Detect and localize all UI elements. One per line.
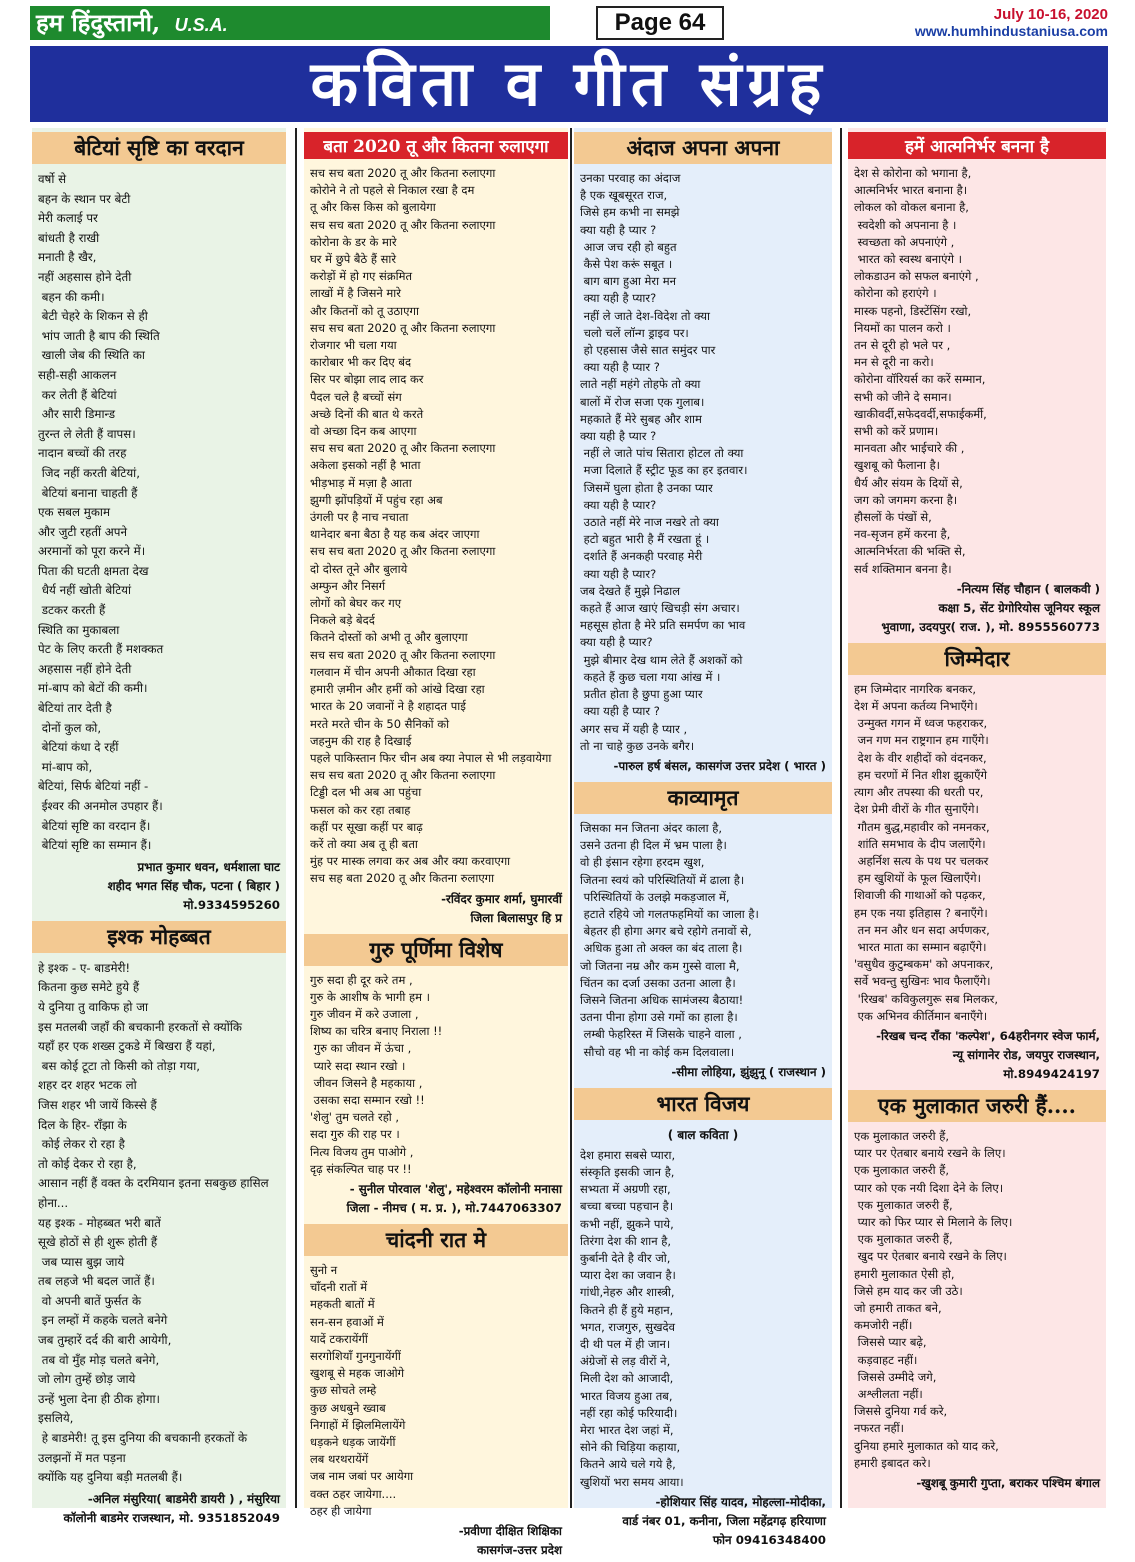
poem-title: चांदनी रात मे — [304, 1224, 568, 1256]
page-number: Page 64 — [596, 6, 724, 40]
poem-body: हम जिम्मेदार नागरिक बनकर, देश में अपना कर्तव्य निभाएँगे। उन्मुक्त गगन में ध्वज फहराकर, जन गण मन राष्ट्रगान हम गाएँगे। देश के वीर शहीदों को वंदनकर, हम चरणों में नित शीश झुकाएँगे त्याग और तपस्या की धरती पर, देश प्रेमी वीरों के गीत सुनाएँगे। गौतम बुद्ध,महावीर को नमनकर, शांति समभाव के दीप जलाएँगे। अहर्निश सत्य के पथ पर चलकर हम खुशियों के फूल खिलाएँगे। शिवाजी की गाथाओं को पढ़कर, हम एक नया इतिहास ? बनाएँगे। तन मन और धन सदा अर्पणकर, भारत माता का सम्मान बढ़ाएँगे। 'वसुधैव कुटुम्बकम' को अपनाकर, सर्वे भवन्तु सुखिनः भाव फैलाएँगे। 'रिखब' कविकुलगुरू सब मिलकर, एक अभिनव कीर्तिमान बनाएँगे। — [854, 681, 999, 1023]
poem-credit: -होशियार सिंह यादव, मोहल्ला-मोदीका, वार्ड नंबर 01, कनीना, जिला महेंद्रगढ़ हरियाणा फोन 09416348400 — [622, 1494, 826, 1547]
poem-title: इश्क मोहब्बत — [32, 921, 286, 953]
issue-date: July 10-16, 2020 — [993, 6, 1108, 23]
column-2 — [304, 128, 568, 1558]
poem-title: एक मुलाकात जरुरी हैं.... — [848, 1090, 1106, 1122]
poem-body: देश से कोरोना को भगाना है, आत्मनिर्भर भारत बनाना है। लोकल को वोकल बनाना है, स्वदेशी को अपनाना है । स्वच्छता को अपनाएंगे , भारत को स्वस्थ बनाएंगे । लोकडाउन को सफल बनाएंगे , कोरोना को हराएंगे । मास्क पहनो, डिस्टेंसिंग रखो, नियमों का पालन करो । तन से दूरी हो भले पर , मन से दूरी ना करो। कोरोना वॉरियर्स का करें सम्मान, सभी को जीने दे समान। खाकीवर्दी,सफेदवर्दी,सफाईकर्मी, सभी को करें प्रणाम। मानवता और भाईचारे की , खुशबू को फैलाना है। धैर्य और संयम के दियों से, जग को जगमग करना है। हौसलों के पंखों से, नव-सृजन हमें करना है, आत्मनिर्भरता की भक्ति से, सर्व शक्तिमान बनना है। — [854, 166, 987, 576]
column-1 — [32, 128, 286, 1525]
column-divider — [570, 128, 572, 1508]
column-4 — [848, 128, 1106, 1508]
brand-usa: U.S.A. — [174, 15, 228, 35]
poem-title: भारत विजय — [574, 1088, 832, 1120]
poem-credit: -रिखब चन्द राँका 'कल्पेश', 64हरीनगर स्वेज फार्म, न्यू सांगानेर रोड, जयपुर राजस्थान, मो.8949424197 — [876, 1028, 1100, 1081]
issue-info — [915, 6, 1108, 39]
poem-body: जिसका मन जितना अंदर काला है, उसने उतना ही दिल में भ्रम पाला है। वो ही इंसान रहेगा हरदम खुश, जितना स्वयं को परिस्थितियों में ढाला है। परिस्थितियों के उलझे मकड़जाल में, हटाते रहिये जो गलतफहमियों का जाला है। बेहतर ही होगा अगर बचे रहोगे तनावों से, अधिक हुआ तो अक्ल का बंद ताला है। जो जितना नम्र और कम गुस्से वाला मै, चिंतन का दर्जा उसका उतना आला है। जिसने जितना अधिक सामंजस्य बैठाया! उतना पीना होगा उसे गमों का हाला है। लम्बी फेहरिस्त में जिसके चाहने वाला , सौचो वह भी ना कोई कम दिलवाला। — [580, 820, 759, 1059]
poem-title: जिम्मेदार — [848, 643, 1106, 675]
website-link[interactable]: www.humhindustaniusa.com — [914, 23, 1108, 39]
poem-credit: -पारुल हर्ष बंसल, कासगंज उत्तर प्रदेश ( भारत ) — [613, 758, 826, 773]
column-divider — [295, 128, 297, 1508]
poem-body: गुरु सदा ही दूर करे तम , गुरु के आशीष के भागी हम । गुरु जीवन में करे उजाला , शिष्य का चरित्र बनाए निराला !! गुरु का जीवन में ऊंचा , प्यारे सदा स्थान रखो । जीवन जिसने है महकाया , उसका सदा सम्मान रखो !! 'शेलु' तुम चलते रहो , सदा गुरु की राह पर । नित्य विजय तुम पाओगे , दृढ़ संकल्पित चाह पर !! — [310, 972, 443, 1176]
poem-title: गुरु पूर्णिमा विशेष — [304, 934, 568, 966]
poem-credit: -खुशबू कुमारी गुप्ता, बराकर पश्चिम बंगाल — [916, 1476, 1100, 1490]
poem-title: बेटियां सृष्टि का वरदान — [32, 132, 286, 164]
poem-subtitle: ( बाल कविता ) — [667, 1127, 739, 1142]
poem-credit: -नित्यम सिंह चौहान ( बालकवी ) कक्षा 5, सेंट ग्रेगोरियोस जूनियर स्कूल भुवाणा, उदयपुर( राज. ), मो. 8955560773 — [881, 581, 1100, 634]
poem-body: सुनो न चाँदनी रातों में महकती बातों में सन-सन हवाओं में यादें टकरायेंगीं सरगोशियाँ गुनगुनायेंगीं खुशबू से महक जाओगे कुछ सोचते लम्हे कुछ अधबुने ख्वाब निगाहों में झिलमिलायेंगे धड़कने धड़क जायेंगीं लब थरथरायेंगें जब नाम जबां पर आयेगा वक्त ठहर जायेगा.... ठहर ही जायेगा — [310, 1262, 414, 1518]
poem-credit: - सुनील पोरवाल 'शेलु', महेश्वरम कॉलोनी मनासा जिला - नीमच ( म. प्र. ), मो.7447063307 — [346, 1181, 562, 1215]
masthead — [30, 6, 1108, 42]
poem-body: सच सच बता 2020 तू और कितना रुलाएगा कोरोने ने तो पहले से निकाल रखा है दम तू और किस किस को बुलायेगा सच सच बता 2020 तू और कितना रुलाएगा कोरोना के डर के मारे घर में छुपे बैठे हैं सारे करोड़ों में हो गए संक्रमित लाखों में है जिसने मारे और कितनों को तू उठाएगा सच सच बता 2020 तू और कितना रुलाएगा रोजगार भी चला गया कारोबार भी कर दिए बंद सिर पर बोझा लाद लाद कर पैदल चले है बच्चों संग अच्छे दिनों की बात थे करते वो अच्छा दिन कब आएगा सच सच बता 2020 तू और कितना रुलाएगा अकेला इसको नहीं है भाता भीड़भाड़ में मज़ा है आता झुग्गी झोंपड़ियों में पहुंच रहा अब उंगली पर है नाच नचाता थानेदार बना बैठा है यह कब अंदर जाएगा सच सच बता 2020 तू और कितना रुलाएगा दो दोस्त तूने और बुलाये अम्फुन और निसर्ग लोगों को बेघर कर गए निकले बड़े बेदर्द कितने दोस्तों को अभी तू और बुलाएगा सच सच बता 2020 तू और कितना रुलाएगा गलवान में चीन अपनी औकात दिखा रहा हमारी ज़मीन और हमीं को आंखे दिखा रहा भारत के 20 जवानों ने है शहादत पाई मरते मरते चीन के 50 सैनिकों को जहनुम की राह है दिखाई पहले पाकिस्तान फिर चीन अब क्या नेपाल से भी लड़वायेगा सच सच बता 2020 तू और कितना रुलाएगा टिड्डी दल भी अब आ पहुंचा फसल को कर रहा तबाह कहीं पर सूखा कहीं पर बाढ़ करें तो क्या अब तू ही बता मुंह पर मास्क लगवा कर अब और क्या करवाएगा सच सह बता 2020 तू और कितना रुलाएगा — [310, 166, 552, 886]
poem-body: हे इश्क - ए- बाडमेरी! कितना कुछ समेटे हुये हैं ये दुनिया तु वाकिफ हो जा इस मतलबी जहाँ की बचकानी हरकतों से क्योंकि यहाँ हर एक शख्स टुकडे में बिखरा हैं यहां, बस कोई टूटा तो किसी को तोड़ा गया, शहर दर शहर भटक लो जिस शहर भी जायें किस्से हैं दिल के हिर- राँझा के कोई लेकर रो रहा है तो कोई देकर रो रहा है, आसान नहीं हैं वक्त के दरमियान इतना सबकुछ हासिल होना... यह इश्क - मोहब्बत भरी बातें सूखे होठों से ही शुरू होती हैं जब प्यास बुझ जाये तब लहजे भी बदल जातें हैं। वो अपनी बातें फुर्सत के इन लम्हों में कहके चलते बनेगे जब तुम्हारें दर्द की बारी आयेगी, तब वो मुँह मोड़ चलते बनेगे, जो लोग तुम्हें छोड़ जाये उन्हें भुला देना ही ठीक होगा। इसलिये, हे बाडमेरी! तू इस दुनिया की बचकानी हरकतों के उलझनों में मत पड़ना क्योंकि यह दुनिया बड़ी मतलबी हैं। — [38, 960, 269, 1485]
newspaper-name — [30, 6, 550, 40]
column-divider — [840, 128, 842, 1508]
poem-credit: -प्रवीणा दीक्षित शिक्षिका कासगंज-उत्तर प्रदेश — [458, 1524, 562, 1558]
poem-title: अंदाज अपना अपना — [574, 132, 832, 164]
brand-title: हम हिंदुस्तानी, — [36, 8, 161, 37]
poem-credit: -रविंदर कुमार शर्मा, घुमारवीं जिला बिलासपुर हि प्र — [441, 891, 562, 925]
poem-credit: -सीमा लोहिया, झुंझुनू ( राजस्थान ) — [671, 1064, 826, 1079]
poem-title: काव्यामृत — [574, 782, 832, 814]
section-banner: कविता व गीत संग्रह — [30, 46, 1108, 122]
poem-body: देश हमारा सबसे प्यारा, संस्कृति इसकी जान है, सभ्यता में अग्रणी रहा, बच्चा बच्चा पहचान है। कभी नहीं, झुकने पाये, तिरंगा देश की शान है, कुर्बानी देते है वीर जो, प्यारा देश का जवान है। गांधी,नेहरु और शास्त्री, कितने ही हैं हुये महान, भगत, राजगुरु, सुखदेव दी थी पल में ही जान। अंग्रेजों से लड़ वीरों ने, मिली देश को आजादी, भारत विजय हुआ तब, नहीं रहा कोई फरियादी। मेरा भारत देश जहां में, सोने की चिड़िया कहाया, कितने आये चले गये है, खुशियों भरा समय आया। — [580, 1147, 684, 1489]
poem-title: हमें आत्मनिर्भर बनना है — [848, 132, 1106, 159]
poem-title: बता 2020 तू और कितना रुलाएगा — [304, 132, 568, 159]
poem-body: एक मुलाकात जरुरी हैं, प्यार पर ऐतबार बनाये रखने के लिए। एक मुलाकात जरुरी हैं, प्यार को एक नयी दिशा देने के लिए। एक मुलाकात जरुरी हैं, प्यार को फिर प्यार से मिलाने के लिए। एक मुलाकात जरुरी हैं, खुद पर ऐतबार बनाये रखने के लिए। हमारी मुलाकात ऐसी हो, जिसे हम याद कर जी उठे। जो हमारी ताकत बने, कमजोरी नहीं। जिससे प्यार बढ़े, कड़वाहट नहीं। जिससे उम्मीदे जगे, अश्लीलता नहीं। जिससे दुनिया गर्व करे, नफरत नहीं। दुनिया हमारे मुलाकात को याद करे, हमारी इबादत करे। — [854, 1128, 1013, 1470]
poem-credit: -अनिल मंसुरिया( बाडमेरी डायरी ) , मंसुरिया कॉलोनी बाडमेर राजस्थान, मो. 9351852049 — [63, 1491, 280, 1525]
column-3 — [574, 128, 832, 1547]
poem-body: उनका परवाह का अंदाज है एक खूबसूरत राज, जिसे हम कभी ना समझे क्या यही है प्यार ? आज जच रही हो बहुत कैसे पेश करूं सबूत । बाग बाग हुआ मेरा मन क्या यही है प्यार? नहीं ले जाते देश-विदेश तो क्या चलो चलें लॉन्ग ड्राइव पर। हो एहसास जैसे सात समुंदर पार क्या यही है प्यार ? लाते नहीं महंगे तोहफे तो क्या बालों में रोज सजा एक गुलाब। महकाते हैं मेरे सुबह और शाम क्या यही है प्यार ? नहीं ले जाते पांच सितारा होटल तो क्या मजा दिलाते हैं स्ट्रीट फूड का हर इतवार। जिसमें घुला होता है उनका प्यार क्या यही है प्यार? उठाते नहीं मेरे नाज नखरे तो क्या हटो बहुत भारी है मैं रखता हूं । दर्शाते हैं अनकही परवाह मेरी क्या यही है प्यार? जब देखते हैं मुझे निढाल कहते हैं आज खाएं खिचड़ी संग अचार। महसूस होता है मेरे प्रति समर्पण का भाव क्या यही है प्यार? मुझे बीमार देख थाम लेते हैं अशकों को कहते हैं कुछ चला गया आंख में । प्रतीत होता है छुपा हुआ प्यार क्या यही है प्यार ? अगर सच में यही है प्यार , तो ना चाहे कुछ उनके बगैर। — [580, 171, 748, 753]
poem-body: वर्षो से बहन के स्थान पर बेटी मेरी कलाई पर बांधती है राखी मनाती है खैर, नहीं अहसास होने देती बहन की कमी। बेटी चेहरे के शिकन से ही भांप जाती है बाप की स्थिति खाली जेब की स्थिति का सही-सही आकलन कर लेती हैं बेटियां और सारी डिमान्ड तुरन्त ले लेती हैं वापस। नादान बच्चों की तरह जिद नहीं करती बेटियां, बेटियां बनाना चाहती हैं एक सबल मुकाम और जुटी रहतीं अपने अरमानों को पूरा करने में। पिता की घटती क्षमता देख धैर्य नहीं खोती बेटियां डटकर करती हैं स्थिति का मुकाबला पेट के लिए करती हैं मशक्कत अहसास नहीं होने देती मां-बाप को बेटों की कमी। बेटियां तार देती है दोनों कुल को, बेटियां कंधा दे रहीं मां-बाप को, बेटियां, सिर्फ बेटियां नहीं - ईश्वर की अनमोल उपहार हैं। बेटियां सृष्टि का वरदान हैं। बेटियां सृष्टि का सम्मान हैं। — [38, 172, 164, 853]
poem-credit: प्रभात कुमार धवन, धर्मशाला घाट शहीद भगत सिंह चौक, पटना ( बिहार ) मो.9334595260 — [107, 859, 280, 912]
